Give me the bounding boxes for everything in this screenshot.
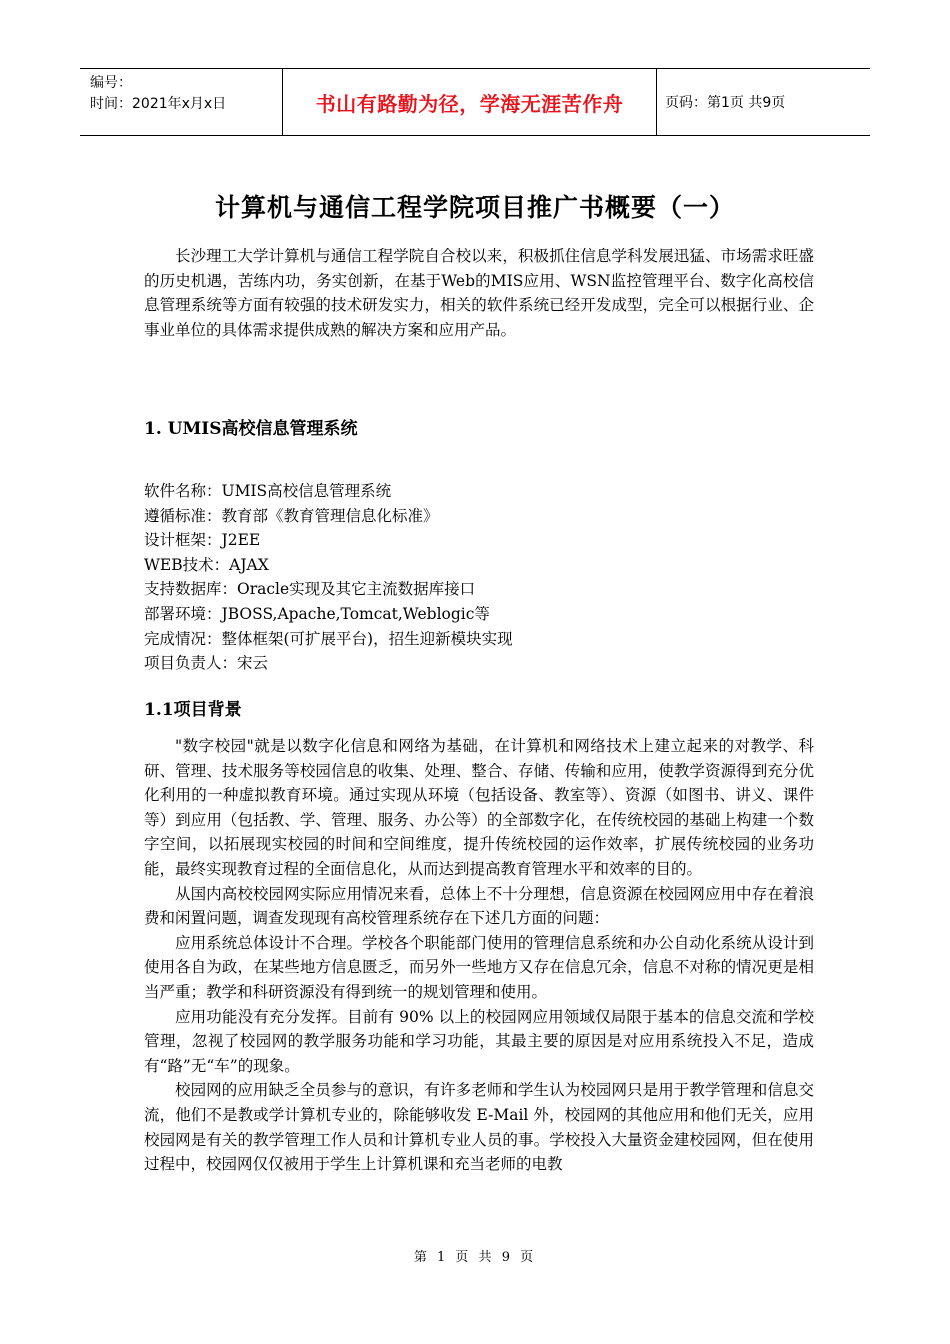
background-paragraph-5: 校园网的应用缺乏全员参与的意识，有许多老师和学生认为校园网只是用于教学管理和信息交流，他们不是教或学计算机专业的，除能够收发 E-Mail 外，校园网的其他应用和他们无关，应用校园网是有关的教学管理工作人员和计算机专业人员的事。学校投入大量资金建校园网，但在使用过程中，校园网仅仅被用于学生上计算机课和充当老师的电教 (144, 1081, 814, 1174)
header-page-info (657, 69, 870, 135)
background-body (144, 734, 814, 1177)
section1-1-heading: 1.1项目背景 (144, 700, 242, 720)
info-web-tech: WEB技术：AJAX (144, 555, 269, 574)
section1-heading: 1. UMIS高校信息管理系统 (144, 419, 358, 439)
document-title: 计算机与通信工程学院项目推广书概要（一） (214, 193, 735, 222)
intro-paragraph: 长沙理工大学计算机与通信工程学院自合校以来，积极抓住信息学科发展迅猛、市场需求旺盛的历史机遇，苦练内功，务实创新，在基于Web的MIS应用、WSN监控管理平台、数字化高校信息管理系统等方面有较强的技术研发实力，相关的软件系统已经开发成型，完全可以根据行业、企事业单位的具体需求提供成熟的解决方案和应用产品。 (144, 247, 814, 339)
software-info-list (144, 479, 814, 676)
background-paragraph-1: "数字校园"就是以数字化信息和网络为基础，在计算机和网络技术上建立起来的对教学、科研、管理、技术服务等校园信息的收集、处理、整合、存储、传输和应用，使教学资源得到充分优化利用的一种虚拟教育环境。通过实现从环境（包括设备、教室等）、资源（如图书、讲义、课件等）到应用（包括教、学、管理、服务、办公等）的全部数字化，在传统校园的基础上构建一个数字空间，以拓展现实校园的时间和空间维度，提升传统校园的运作效率，扩展传统校园的业务功能，最终实现教育过程的全面信息化，从而达到提高教育管理水平和效率的目的。 (144, 737, 814, 878)
info-status: 完成情况：整体框架(可扩展平台)，招生迎新模块实现 (144, 629, 513, 648)
page-header (80, 68, 870, 136)
intro-block (144, 244, 814, 342)
background-paragraph-4: 应用功能没有充分发挥。目前有 90% 以上的校园网应用领域仅局限于基本的信息交流和学校管理，忽视了校园网的教学服务功能和学习功能，其最主要的原因是对应用系统投入不足，造成有“路”无“车”的现象。 (144, 1007, 814, 1075)
background-paragraph-2: 从国内高校校园网实际应用情况来看，总体上不十分理想，信息资源在校园网应用中存在着浪费和闲置问题，调查发现现有高校管理系统存在下述几方面的问题： (144, 884, 814, 928)
page-footer: 第 1 页 共 9 页 (413, 1250, 537, 1265)
page-info-text: 页码：第1页 共9页 (665, 95, 786, 111)
info-leader: 项目负责人：宋云 (144, 654, 269, 673)
background-paragraph-3: 应用系统总体设计不合理。学校各个职能部门使用的管理信息系统和办公自动化系统从设计到使用各自为政，在某些地方信息匮乏，而另外一些地方又存在信息冗余，信息不对称的情况更是相当严重；教学和科研资源没有得到统一的规划管理和使用。 (144, 933, 814, 1001)
info-standard: 遵循标准：教育部《教育管理信息化标准》 (144, 506, 439, 525)
info-framework: 设计框架：J2EE (144, 531, 261, 550)
motto-text: 书山有路勤为径，学海无涯苦作舟 (315, 91, 624, 116)
header-motto-cell (282, 69, 657, 135)
info-deployment: 部署环境：JBOSS,Apache,Tomcat,Weblogic等 (144, 604, 490, 623)
time-label: 时间：2021年x月x日 (90, 96, 227, 112)
info-software-name: 软件名称：UMIS高校信息管理系统 (144, 482, 392, 500)
number-label: 编号： (90, 75, 132, 91)
info-database: 支持数据库：Oracle实现及其它主流数据库接口 (144, 580, 476, 599)
header-meta (80, 69, 282, 135)
